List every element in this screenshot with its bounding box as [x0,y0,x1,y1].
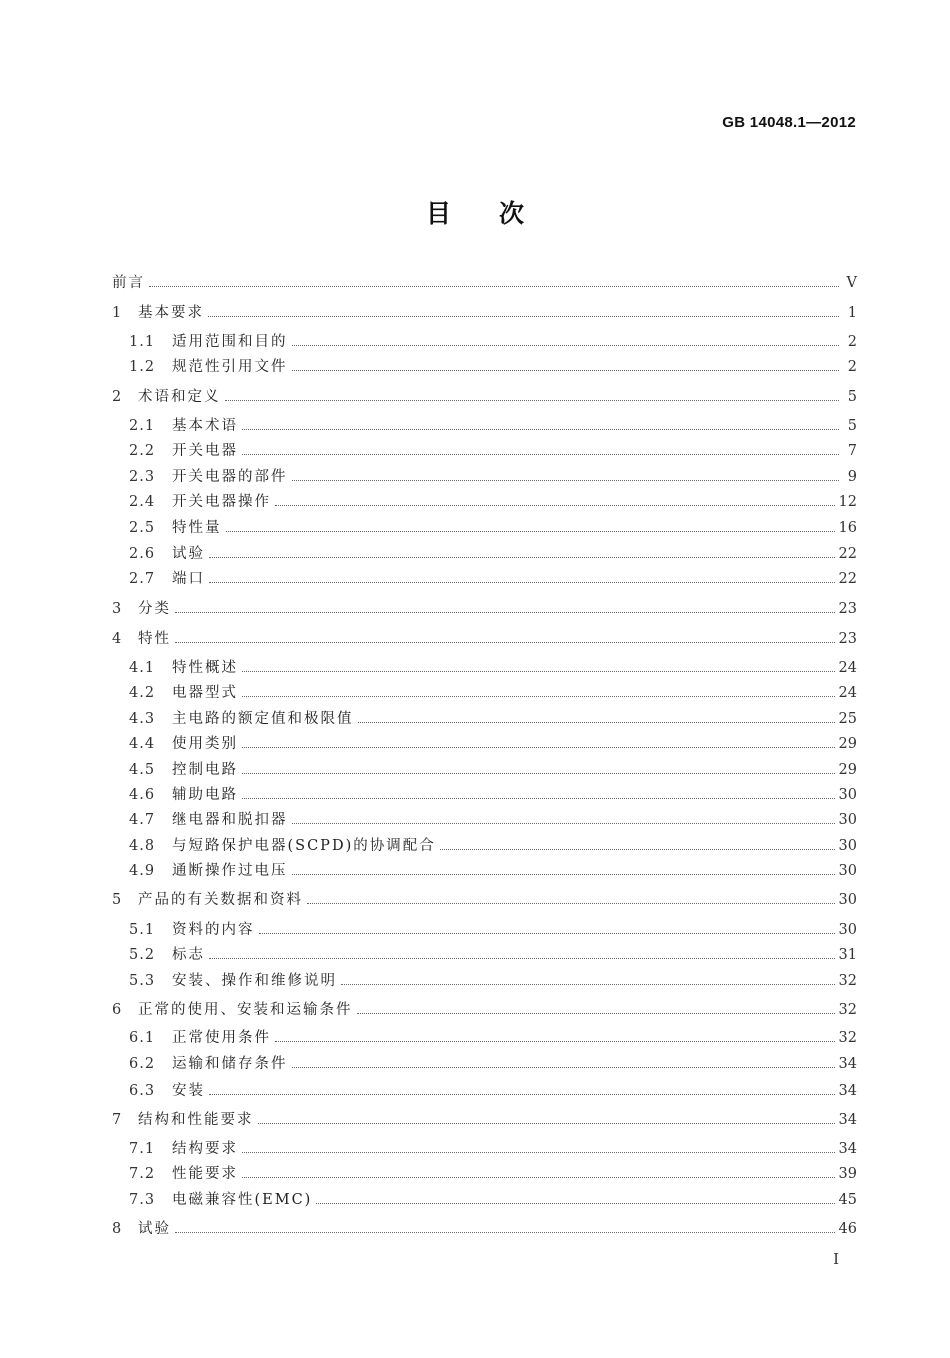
toc-entry[interactable] [112,440,857,462]
toc-entry-page: 1 [847,305,857,321]
toc-entry-page: 12 [838,494,857,510]
toc-entry[interactable] [112,708,857,730]
toc-entry-number: 2.6 [129,546,156,562]
toc-leader-dots [209,556,835,558]
toc-entry-label: 端口 [172,571,205,587]
toc-entry[interactable] [112,889,857,911]
toc-entry-page: 9 [847,469,857,485]
toc-entry-page: 24 [838,685,857,701]
toc-entry-page: V [846,275,857,291]
toc-entry[interactable] [112,1138,857,1160]
toc-leader-dots [242,746,835,748]
toc-entry-page: 30 [838,892,857,908]
toc-entry[interactable] [112,860,857,882]
toc-entry-label: 正常使用条件 [172,1030,271,1046]
toc-entry-number: 4.3 [129,711,156,727]
toc-entry-label: 试验 [138,1221,171,1237]
toc-entry[interactable] [112,331,857,353]
toc-entry[interactable] [112,1163,857,1185]
toc-entry-label: 性能要求 [172,1166,238,1182]
toc-entry[interactable] [112,784,857,806]
toc-leader-dots [292,1066,835,1068]
toc-entry-label: 术语和定义 [138,389,221,405]
toc-entry-label: 开关电器操作 [172,494,271,510]
toc-entry-number: 5.1 [129,922,156,938]
toc-entry-page: 23 [838,631,857,647]
toc-entry[interactable] [112,944,857,966]
toc-leader-dots [316,1202,834,1204]
toc-entry[interactable] [112,733,857,755]
toc-entry[interactable] [112,517,857,539]
toc-entry-number: 6.1 [129,1030,156,1046]
toc-entry[interactable] [112,598,857,620]
footer-page-number: I [833,1250,839,1268]
toc-leader-dots [226,530,835,532]
toc-entry-number: 4.7 [129,812,156,828]
toc-leader-dots [208,315,839,317]
toc-entry[interactable] [112,628,857,650]
toc-entry-page: 46 [838,1221,857,1237]
toc-entry[interactable] [112,970,857,992]
toc-entry[interactable] [112,415,857,437]
toc-entry-number: 4.4 [129,736,156,752]
toc-entry-page: 34 [838,1112,857,1128]
toc-entry[interactable] [112,1109,857,1131]
toc-entry-label: 安装 [172,1083,205,1099]
toc-entry-page: 30 [838,838,857,854]
toc-entry-page: 45 [838,1192,857,1208]
toc-leader-dots [242,1176,835,1178]
toc-entry[interactable] [112,491,857,513]
toc-entry-page: 25 [838,711,857,727]
toc-entry[interactable] [112,657,857,679]
toc-entry-number: 8 [112,1221,123,1237]
toc-leader-dots [242,695,835,697]
toc-entry-label: 开关电器的部件 [172,469,288,485]
toc-entry[interactable] [112,543,857,565]
toc-entry-page: 22 [838,571,857,587]
toc-leader-dots [341,983,835,985]
toc-entry-page: 22 [838,546,857,562]
toc-leader-dots [209,957,835,959]
toc-entry-page: 30 [838,863,857,879]
toc-leader-dots [275,1040,835,1042]
toc-entry-label: 运输和储存条件 [172,1056,288,1072]
toc-entry-label: 适用范围和目的 [172,334,288,350]
toc-entry-label: 特性量 [172,520,222,536]
toc-leader-dots [225,399,840,401]
toc-entry[interactable] [112,568,857,590]
page-title: 目次 [425,199,572,228]
toc-leader-dots [149,285,839,287]
toc-entry-label: 结构要求 [172,1141,238,1157]
toc-entry-label: 与短路保护电器(SCPD)的协调配合 [172,838,436,854]
toc-entry-page: 7 [847,443,857,459]
toc-leader-dots [292,479,840,481]
toc-entry-number: 6.2 [129,1056,156,1072]
toc-leader-dots [292,344,840,346]
toc-entry-page: 2 [847,359,857,375]
toc-entry[interactable] [112,302,857,324]
toc-entry[interactable] [112,1027,857,1049]
toc-leader-dots [259,932,835,934]
toc-entry[interactable] [112,999,857,1021]
toc-leader-dots [292,369,840,371]
toc-entry-label: 基本术语 [172,418,238,434]
toc-entry-page: 34 [838,1056,857,1072]
toc-leader-dots [209,1093,835,1095]
toc-leader-dots [209,581,835,583]
toc-leader-dots [242,453,839,455]
toc-entry-label: 结构和性能要求 [138,1112,254,1128]
toc-entry-label: 规范性引用文件 [172,359,288,375]
toc-entry-label: 正常的使用、安装和运输条件 [138,1002,353,1018]
toc-leader-dots [242,797,835,799]
toc-entry-number: 5.3 [129,973,156,989]
toc-entry-number: 6 [112,1002,123,1018]
toc-entry-page: 16 [838,520,857,536]
toc-entry[interactable] [112,1080,857,1102]
toc-entry-number: 2.5 [129,520,156,536]
toc-entry-label: 前言 [112,275,145,291]
toc-entry-page: 30 [838,787,857,803]
toc-leader-dots [242,670,835,672]
toc-entry-page: 23 [838,601,857,617]
toc-entry-label: 特性 [138,631,171,647]
toc-leader-dots [175,611,835,613]
toc-entry-number: 4.9 [129,863,156,879]
toc-entry-page: 30 [838,922,857,938]
toc-entry-number: 4.5 [129,762,156,778]
toc-entry-page: 5 [847,418,857,434]
toc-leader-dots [292,822,835,824]
toc-entry-number: 5 [112,892,123,908]
toc-entry-number: 1.2 [129,359,156,375]
toc-entry-number: 4 [112,631,123,647]
toc-entry[interactable] [112,386,857,408]
toc-entry-number: 5.2 [129,947,156,963]
toc-entry[interactable] [112,466,857,488]
toc-leader-dots [440,848,835,850]
toc-entry[interactable] [112,759,857,781]
toc-entry-number: 7.3 [129,1192,156,1208]
toc-leader-dots [175,1231,835,1233]
toc-entry[interactable] [112,356,857,378]
toc-leader-dots [357,1012,835,1014]
toc-leader-dots [292,873,835,875]
toc-entry[interactable] [112,1218,857,1240]
toc-entry-number: 1 [112,305,123,321]
toc-entry-number: 2.4 [129,494,156,510]
toc-entry-number: 2.1 [129,418,156,434]
toc-entry-label: 继电器和脱扣器 [172,812,288,828]
toc-entry[interactable] [112,919,857,941]
toc-entry-label: 辅助电路 [172,787,238,803]
toc-entry-number: 2 [112,389,123,405]
toc-entry-number: 2.7 [129,571,156,587]
toc-entry-label: 标志 [172,947,205,963]
toc-entry-page: 31 [838,947,857,963]
toc-entry-page: 32 [838,1030,857,1046]
toc-entry-number: 3 [112,601,123,617]
toc-entry-number: 2.3 [129,469,156,485]
toc-leader-dots [307,902,835,904]
toc-entry[interactable] [112,1053,857,1075]
toc-entry-label: 分类 [138,601,171,617]
toc-entry-page: 34 [838,1141,857,1157]
toc-entry-number: 6.3 [129,1083,156,1099]
toc-entry-page: 34 [838,1083,857,1099]
toc-leader-dots [358,721,835,723]
toc-entry-page: 30 [838,812,857,828]
toc-entry-label: 特性概述 [172,660,238,676]
toc-entry-number: 1.1 [129,334,156,350]
toc-entry-label: 试验 [172,546,205,562]
toc-entry-number: 4.2 [129,685,156,701]
toc-entry-number: 7.1 [129,1141,156,1157]
toc-entry-number: 4.1 [129,660,156,676]
toc-entry-label: 安装、操作和维修说明 [172,973,337,989]
toc-entry-page: 24 [838,660,857,676]
toc-entry-label: 主电路的额定值和极限值 [172,711,354,727]
toc-entry[interactable] [112,1189,857,1211]
toc-entry-label: 控制电路 [172,762,238,778]
toc-entry-page: 39 [838,1166,857,1182]
toc-entry-number: 7.2 [129,1166,156,1182]
toc-leader-dots [275,504,835,506]
toc-entry-number: 2.2 [129,443,156,459]
toc-entry-label: 资料的内容 [172,922,255,938]
toc-entry-number: 4.8 [129,838,156,854]
toc-entry-label: 通断操作过电压 [172,863,288,879]
toc-entry-number: 7 [112,1112,123,1128]
toc-leader-dots [242,772,835,774]
toc-entry[interactable] [112,272,857,294]
toc-entry-label: 开关电器 [172,443,238,459]
toc-leader-dots [242,428,839,430]
document-code: GB 14048.1—2012 [722,114,856,131]
toc-entry-page: 29 [838,736,857,752]
toc-entry-page: 2 [847,334,857,350]
toc-entry[interactable] [112,835,857,857]
toc-leader-dots [258,1122,835,1124]
toc-entry-label: 使用类别 [172,736,238,752]
toc-leader-dots [242,1151,835,1153]
toc-entry-label: 电器型式 [172,685,238,701]
toc-entry[interactable] [112,809,857,831]
toc-entry-page: 32 [838,973,857,989]
toc-entry-label: 产品的有关数据和资料 [138,892,303,908]
toc-entry-page: 32 [838,1002,857,1018]
toc-entry[interactable] [112,682,857,704]
toc-entry-number: 4.6 [129,787,156,803]
toc-entry-page: 29 [838,762,857,778]
toc-entry-page: 5 [847,389,857,405]
toc-entry-label: 基本要求 [138,305,204,321]
toc-leader-dots [175,641,835,643]
toc-entry-label: 电磁兼容性(EMC) [172,1192,313,1208]
